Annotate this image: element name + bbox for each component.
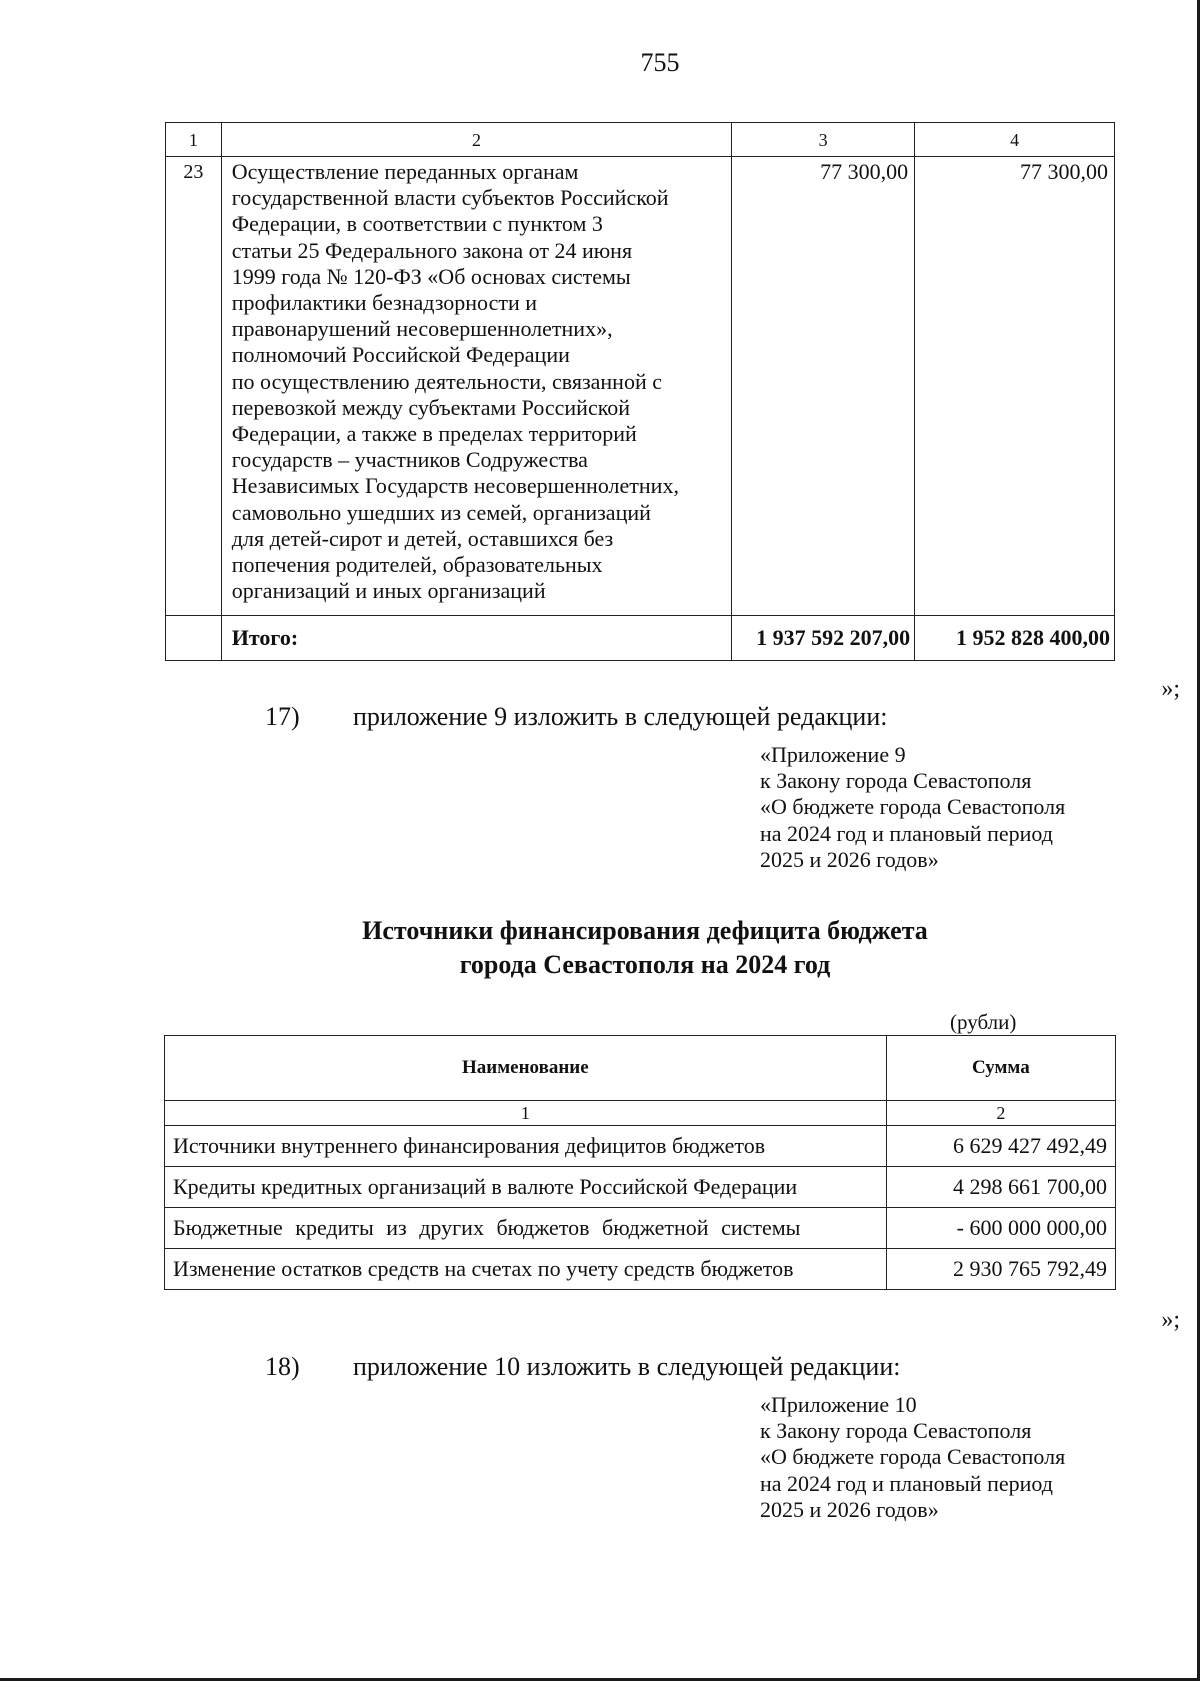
appendix-9-reference <box>760 742 1065 873</box>
description-line: Независимых Государств несовершеннолетних, <box>231 473 679 499</box>
item-number: 17) <box>265 702 300 731</box>
row-amount: 4 298 661 700,00 <box>886 1167 1115 1208</box>
appendix-line: «Приложение 9 <box>760 742 906 767</box>
description-line: самовольно ушедших из семей, организаций <box>231 499 651 525</box>
header-name: Наименование <box>165 1036 887 1101</box>
row-amount-2024: 77 300,00 <box>732 157 915 616</box>
description-line: организаций и иных организаций <box>231 578 546 604</box>
appendix-line: к Закону города Севастополя <box>760 768 1032 794</box>
deficit-financing-table <box>164 1035 1116 1290</box>
description-line: 1999 года № 120-ФЗ «Об основах системы <box>231 263 631 289</box>
column-index-1: 1 <box>165 1101 887 1126</box>
description-line: попечения родителей, образовательных <box>231 552 603 578</box>
closing-quote: »; <box>1161 676 1180 702</box>
row-amount: - 600 000 000,00 <box>886 1208 1115 1249</box>
row-name: Изменение остатков средств на счетах по учету средств бюджетов <box>165 1249 887 1290</box>
header-col-1: 1 <box>166 123 222 157</box>
appendix-line: «Приложение 10 <box>760 1392 917 1417</box>
appendix-10-reference <box>760 1392 1065 1523</box>
row-number: 23 <box>166 157 222 616</box>
table-header-row <box>165 1036 1116 1101</box>
appendix-line: 2025 и 2026 годов» <box>760 1496 939 1522</box>
description-line: Осуществление переданных органам <box>231 159 579 184</box>
total-label: Итого: <box>221 616 731 661</box>
closing-quote: »; <box>1161 1307 1180 1333</box>
description-line: по осуществлению деятельности, связанной с <box>231 368 662 394</box>
table-row <box>165 1126 1116 1167</box>
row-name: Источники внутреннего финансирования дефицитов бюджетов <box>165 1126 887 1167</box>
total-empty-cell <box>166 616 222 661</box>
appendix-line: на 2024 год и плановый период <box>760 820 1053 846</box>
description-line: профилактики безнадзорности и <box>231 290 538 316</box>
table-row <box>166 157 1115 616</box>
total-amount-2024: 1 937 592 207,00 <box>732 616 915 661</box>
appendix-line: к Закону города Севастополя <box>760 1418 1032 1444</box>
page-number: 755 <box>640 48 680 77</box>
total-amount-2025: 1 952 828 400,00 <box>915 616 1115 661</box>
description-line: правонарушений несовершеннолетних», <box>231 316 613 342</box>
table-row <box>165 1167 1116 1208</box>
header-col-2: 2 <box>221 123 731 157</box>
row-description <box>221 157 731 616</box>
table-row <box>165 1208 1116 1249</box>
appendix-line: «О бюджете города Севастополя <box>760 1444 1066 1470</box>
item-number: 18) <box>265 1352 300 1381</box>
appendix-line: 2025 и 2026 годов» <box>760 846 939 872</box>
description-line: полномочий Российской Федерации <box>231 342 570 368</box>
row-amount: 6 629 427 492,49 <box>886 1126 1115 1167</box>
section-title <box>0 914 1200 982</box>
description-line: перевозкой между субъектами Российской <box>231 394 631 420</box>
description-line: для детей-сирот и детей, оставшихся без <box>231 525 614 551</box>
table-header-row <box>166 123 1115 157</box>
description-line: Федерации, а также в пределах территорий <box>231 421 637 447</box>
row-name: Бюджетные кредиты из других бюджетов бюджетной системы <box>165 1208 887 1249</box>
header-sum: Сумма <box>886 1036 1115 1101</box>
units-label: (рубли) <box>950 1010 1017 1034</box>
item-text: приложение 10 изложить в следующей редакции: <box>353 1352 901 1381</box>
row-amount: 2 930 765 792,49 <box>886 1249 1115 1290</box>
header-col-4: 4 <box>915 123 1115 157</box>
appendix-line: на 2024 год и плановый период <box>760 1470 1053 1496</box>
description-line: государственной власти субъектов Российской <box>231 185 669 211</box>
title-line: Источники финансирования дефицита бюджета <box>362 916 928 945</box>
item-text: приложение 9 изложить в следующей редакции: <box>353 702 888 731</box>
description-line: Федерации, в соответствии с пунктом 3 <box>231 211 603 237</box>
total-row <box>166 616 1115 661</box>
header-col-3: 3 <box>732 123 915 157</box>
title-line: города Севастополя на 2024 год <box>459 950 831 979</box>
description-line: статьи 25 Федерального закона от 24 июня <box>231 237 633 263</box>
description-line: государств – участников Содружества <box>231 447 588 473</box>
row-amount-2025: 77 300,00 <box>915 157 1115 616</box>
row-name: Кредиты кредитных организаций в валюте Российской Федерации <box>165 1167 887 1208</box>
expenses-table-continuation <box>165 122 1115 661</box>
appendix-line: «О бюджете города Севастополя <box>760 794 1066 820</box>
table-row <box>165 1249 1116 1290</box>
column-index-row <box>165 1101 1116 1126</box>
column-index-2: 2 <box>886 1101 1115 1126</box>
